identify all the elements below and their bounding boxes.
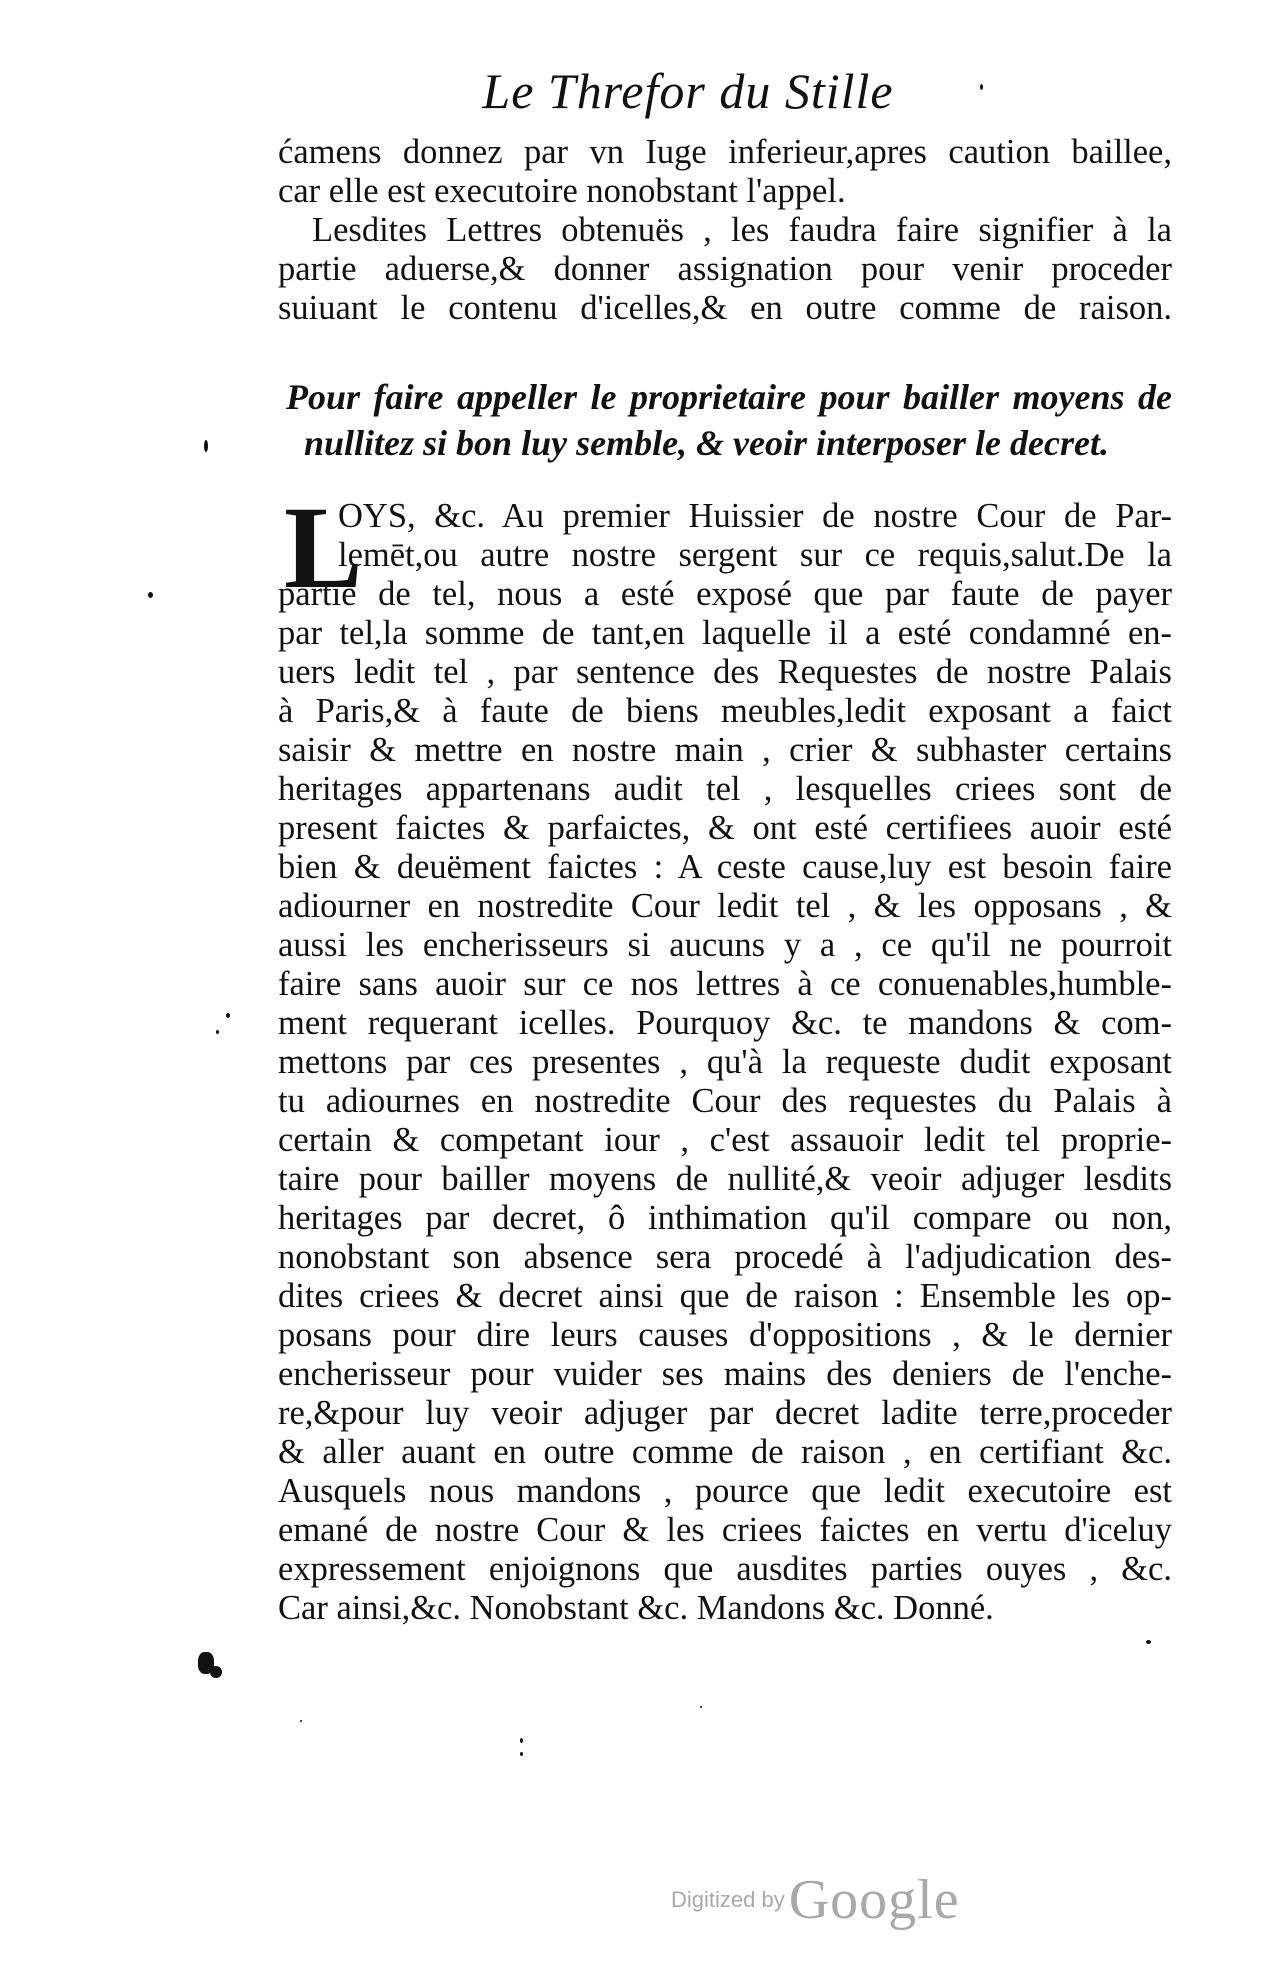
letter-line: aussi les encherisseurs si aucuns y a , ce qu'il ne pourroit — [278, 926, 1172, 964]
intro-line: ćamens donnez par vn Iuge inferieur,apres caution baillee, — [278, 133, 1172, 171]
letter-line: taire pour bailler moyens de nullité,& veoir adjuger lesdits — [278, 1160, 1172, 1198]
letter-line: & aller auant en outre comme de raison , en certifiant &c. — [278, 1433, 1172, 1471]
letter-line: partie de tel, nous a esté exposé que par faute de payer — [278, 575, 1172, 613]
letter-line: lemēt,ou autre nostre sergent sur ce requis,salut.De la — [338, 536, 1172, 574]
ink-speck — [520, 1738, 523, 1743]
intro-line: car elle est executoire nonobstant l'appel. — [278, 172, 846, 210]
letter-line: dites criees & decret ainsi que de raison : Ensemble les op- — [278, 1277, 1172, 1315]
digitized-watermark — [671, 1868, 960, 1932]
ink-speck — [204, 440, 208, 452]
letter-line: ment requerant icelles. Pourquoy &c. te mandons & com- — [278, 1004, 1172, 1042]
ink-speck — [216, 1030, 219, 1034]
letter-line: Ausquels nous mandons , pource que ledit executoire est — [278, 1472, 1172, 1510]
letter-line: à Paris,& à faute de biens meubles,ledit exposant a faict — [278, 692, 1172, 730]
letter-line: present faictes & parfaictes, & ont esté certifiees auoir esté — [278, 809, 1172, 847]
heading-line: Pour faire appeller le proprietaire pour bailler moyens de — [286, 377, 1172, 417]
ink-speck — [520, 1752, 523, 1756]
intro-line: suiuant le contenu d'icelles,& en outre comme de raison. — [278, 289, 1172, 327]
letter-line: tu adiournes en nostredite Cour des requestes du Palais à — [278, 1082, 1172, 1120]
ink-speck — [1146, 1640, 1151, 1644]
letter-line: emané de nostre Cour & les criees faictes en vertu d'iceluy — [278, 1511, 1172, 1549]
letter-line: mettons par ces presentes , qu'à la requeste dudit exposant — [278, 1043, 1172, 1081]
running-title: Le Threfor du Stille — [482, 63, 894, 119]
ink-speck — [210, 1666, 222, 1678]
letter-line: re,&pour luy veoir adjuger par decret ladite terre,proceder — [278, 1394, 1172, 1432]
letter-body — [278, 482, 1172, 1628]
letter-line: par tel,la somme de tant,en laquelle il a esté condamné en- — [278, 614, 1172, 652]
google-logo: Google — [788, 1869, 960, 1931]
ink-speck — [700, 1706, 702, 1708]
letter-line: certain & competant iour , c'est assauoir ledit tel proprie- — [278, 1121, 1172, 1159]
ink-speck — [300, 1720, 302, 1722]
letter-line: posans pour dire leurs causes d'oppositions , & le dernier — [278, 1316, 1172, 1354]
letter-line: uers ledit tel , par sentence des Requestes de nostre Palais — [278, 653, 1172, 691]
intro-paragraphs — [278, 133, 1172, 328]
ink-speck — [148, 592, 153, 598]
heading-line: nullitez si bon luy semble, & veoir interposer le decret. — [304, 423, 1109, 463]
letter-line: faire sans auoir sur ce nos lettres à ce conuenables,humble- — [278, 965, 1172, 1003]
intro-line: Lesdites Lettres obtenuës , les faudra faire signifier à la — [312, 211, 1172, 249]
letter-line: bien & deuëment faictes : A ceste cause,luy est besoin faire — [278, 848, 1172, 886]
intro-line: partie aduerse,& donner assignation pour venir proceder — [278, 250, 1172, 288]
letter-line: saisir & mettre en nostre main , crier & subhaster certains — [278, 731, 1172, 769]
ink-speck — [980, 84, 983, 90]
letter-line: Car ainsi,&c. Nonobstant &c. Mandons &c. Donné. — [278, 1589, 994, 1627]
letter-line: nonobstant son absence sera procedé à l'adjudication des- — [278, 1238, 1172, 1276]
letter-line: heritages par decret, ô inthimation qu'il compare ou non, — [278, 1199, 1172, 1237]
letter-line: heritages appartenans audit tel , lesquelles criees sont de — [278, 770, 1172, 808]
section-heading — [286, 374, 1172, 466]
drop-cap: L — [284, 482, 363, 613]
letter-line: OYS, &c. Au premier Huissier de nostre Cour de Par- — [338, 497, 1172, 535]
letter-line: adiourner en nostredite Cour ledit tel , & les opposans , & — [278, 887, 1172, 925]
ink-speck — [226, 1013, 230, 1018]
letter-line: expressement enjoignons que ausdites parties ouyes , &c. — [278, 1550, 1172, 1588]
watermark-prefix: Digitized by — [671, 1887, 785, 1912]
letter-line: encherisseur pour vuider ses mains des deniers de l'enche- — [278, 1355, 1172, 1393]
